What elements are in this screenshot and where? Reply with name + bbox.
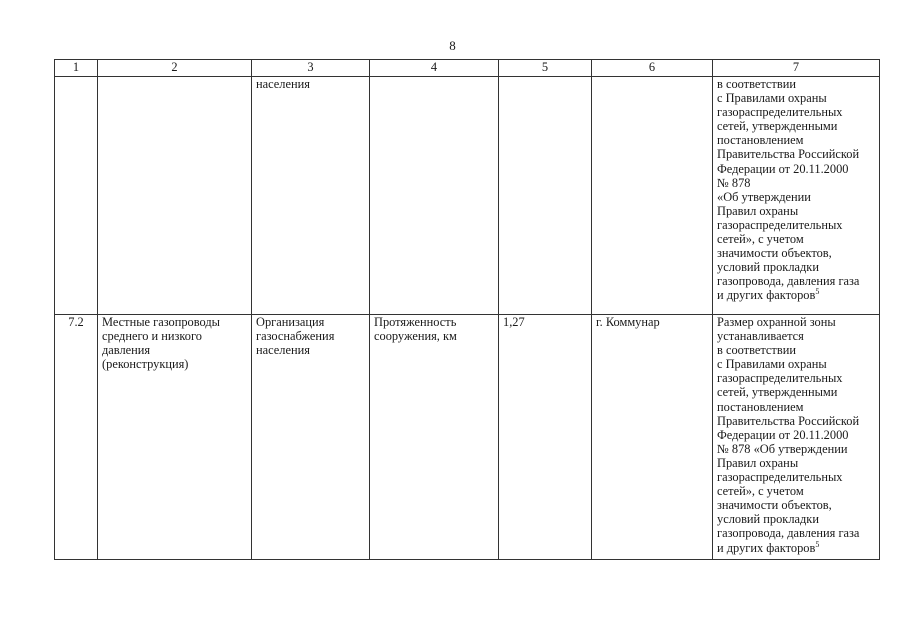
cell-purpose: Организация газоснабжения населения: [252, 315, 370, 560]
cell-zone-description: [713, 77, 880, 315]
data-table: [54, 59, 880, 560]
table-row: [55, 77, 880, 315]
column-header: 2: [98, 60, 252, 77]
cell-object-name: [98, 77, 252, 315]
column-header: 5: [499, 60, 592, 77]
zone-description-text: в соответствии с Правилами охраны газораспределительных сетей, утвержденными постановлением Правительства Российской Федерации от 20.11.2000 № 878 «Об утверждении Правил охраны газораспределительных сетей», с учетом значимости объектов, условий прокладки газопровода, давления газа и других факторов: [717, 77, 860, 303]
column-header: 1: [55, 60, 98, 77]
table-row: [55, 315, 880, 560]
column-header: 4: [370, 60, 499, 77]
cell-location: г. Коммунар: [592, 315, 713, 560]
footnote-marker: 5: [815, 287, 820, 297]
cell-value: [499, 77, 592, 315]
column-header: 3: [252, 60, 370, 77]
cell-number: 7.2: [55, 315, 98, 560]
cell-location: [592, 77, 713, 315]
cell-number: [55, 77, 98, 315]
cell-characteristic: Протяженность сооружения, км: [370, 315, 499, 560]
cell-object-name: Местные газопроводы среднего и низкого давления (реконструкция): [98, 315, 252, 560]
cell-characteristic: [370, 77, 499, 315]
page-number: 8: [449, 38, 456, 53]
cell-zone-description: [713, 315, 880, 560]
column-header: 6: [592, 60, 713, 77]
footnote-marker: 5: [815, 539, 820, 549]
cell-value: 1,27: [499, 315, 592, 560]
table-header-row: [55, 60, 880, 77]
zone-description-text: Размер охранной зоны устанавливается в соответствии с Правилами охраны газораспределительных сетей, утвержденными постановлением Правительства Российской Федерации от 20.11.2000 № 878 «Об утверждении Правил охраны газораспределительных сетей», с учетом значимости объектов, условий прокладки газопровода, давления газа и других факторов: [717, 315, 860, 555]
column-header: 7: [713, 60, 880, 77]
cell-purpose: населения: [252, 77, 370, 315]
